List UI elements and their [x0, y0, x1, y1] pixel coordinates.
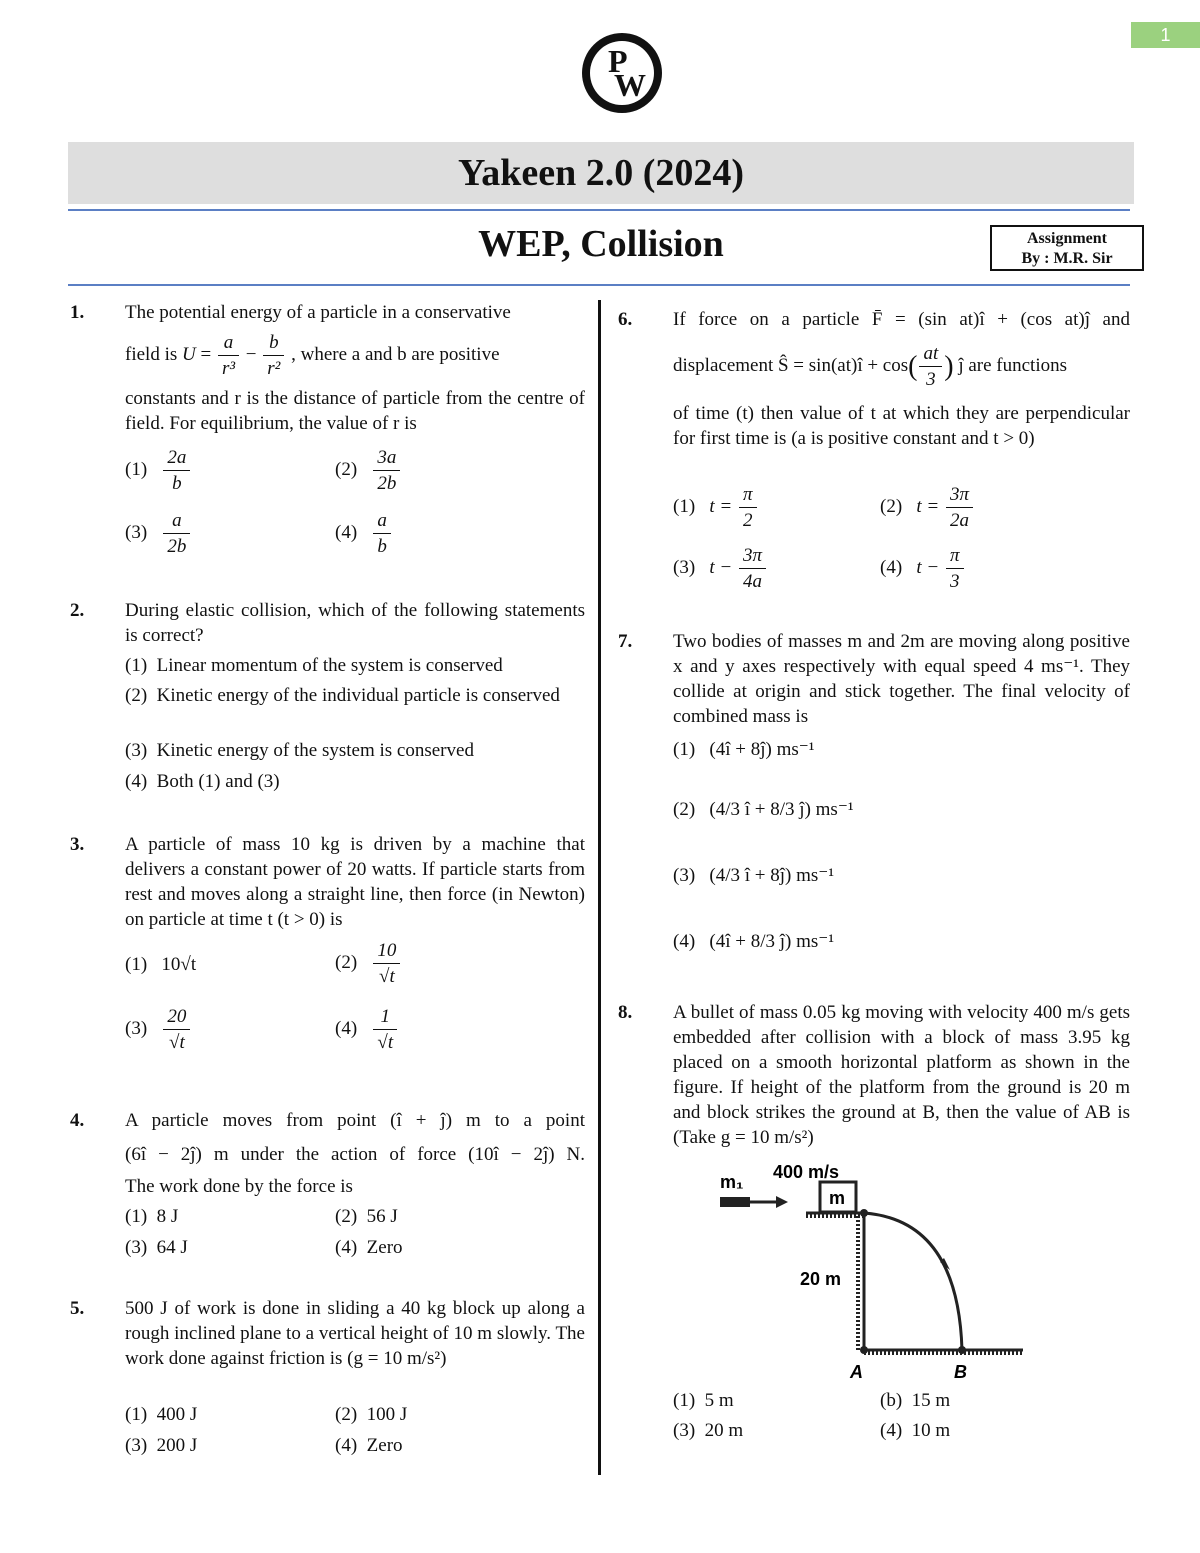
- option-1: (1) 400 J: [125, 1404, 198, 1425]
- option-3: (3) t − $\frac{3\pi}{4a}$: [673, 543, 768, 594]
- question-number: 1.: [70, 302, 85, 323]
- option-2: (2) $\frac{10}{√t}$: [335, 938, 402, 989]
- question-text: A particle of mass 10 kg is driven by a machine that delivers a constant power of 20 watts. If particle starts from rest and moves along a straight line, then force (in Newton) on particle at time t (t > 0) is: [125, 834, 585, 930]
- assignment-box: [990, 225, 1144, 271]
- question-text: 500 J of work is done in sliding a 40 kg block up along a rough inclined plane to a vertical height of 10 m slowly. The work done against friction is (g = 10 m/s²): [125, 1298, 585, 1369]
- option-2: (2) t = $\frac{3\pi}{2a}$: [880, 482, 975, 533]
- option-3: (3) Kinetic energy of the system is conserved: [125, 740, 474, 761]
- question-number: 6.: [618, 309, 633, 330]
- header-rule-top: [68, 209, 1130, 211]
- header-rule-bottom: [68, 284, 1130, 286]
- speed-label: 400 m/s: [773, 1162, 840, 1182]
- pw-logo: [582, 33, 662, 113]
- question-text: A particle moves from point (î + ĵ) m to a point: [125, 1110, 585, 1131]
- platform-figure: [718, 1160, 1038, 1390]
- option-1: (1) t = $\frac{\pi}{2}$: [673, 482, 759, 533]
- question-equation-line: field is U = $\frac{a}{\text{r³}}$ − $\frac{b}{\text{r²}}$ , where a and b are positive: [125, 332, 500, 379]
- question-number: 7.: [618, 631, 633, 652]
- question-text-line3: The work done by the force is: [125, 1176, 353, 1197]
- height-label: 20 m: [800, 1269, 842, 1289]
- question-number: 4.: [70, 1110, 85, 1131]
- option-4: (4) Both (1) and (3): [125, 771, 280, 792]
- option-4: (4) Zero: [335, 1237, 403, 1258]
- option-4: (4) Zero: [335, 1435, 403, 1456]
- question-text: During elastic collision, which of the following statements is correct?: [125, 600, 585, 646]
- fraction: $\frac{a}{\text{r³}}$: [218, 330, 239, 381]
- question-text: Two bodies of masses m and 2m are moving along positive x and y axes respectively with equal speed 4 ms⁻¹. They collide at origin and stick together. The final velocity of combined mass is: [673, 631, 1130, 727]
- page-number: 1: [1131, 22, 1200, 48]
- option-2: (2) $\frac{3a}{2b}$: [335, 445, 402, 496]
- fraction: $\frac{b}{\text{r²}}$: [263, 330, 284, 381]
- point-a-label: A: [850, 1362, 863, 1382]
- option-4: (4) 10 m: [880, 1420, 951, 1441]
- point-top: [860, 1209, 868, 1217]
- option-1: (1) (4î + 8ĵ) ms⁻¹: [673, 739, 815, 760]
- point-b-label: B: [954, 1362, 967, 1382]
- option-1: (1) Linear momentum of the system is conserved: [125, 655, 503, 676]
- column-divider: [598, 300, 601, 1475]
- option-3: (3) 20 m: [673, 1420, 744, 1441]
- option-2: (b) 15 m: [880, 1390, 951, 1411]
- trajectory: [864, 1213, 962, 1350]
- question-text-line3: of time (t) then value of t at which they are perpendicular for first time is (a is positive constant and t > 0): [673, 403, 1130, 449]
- option-2: (2) Kinetic energy of the individual particle is conserved: [125, 685, 560, 706]
- question-text: A bullet of mass 0.05 kg moving with velocity 400 m/s gets embedded after collision with a block of mass 3.95 kg placed on a smooth horizontal platform as shown in the figure. If height of the platform from the ground is 20 m and block strikes the ground at B, then the value of AB is (Take g = 10 m/s²): [673, 1002, 1130, 1148]
- question-number: 2.: [70, 600, 85, 621]
- option-2: (2) 56 J: [335, 1206, 398, 1227]
- banner-title: Yakeen 2.0 (2024): [68, 142, 1134, 204]
- option-1: (1) 10√t: [125, 954, 197, 975]
- question-text: The potential energy of a particle in a conservative: [125, 302, 511, 323]
- option-1: (1) 5 m: [673, 1390, 734, 1411]
- option-2: (2) (4/3 î + 8/3 ĵ) ms⁻¹: [673, 799, 854, 820]
- bullet-icon: [720, 1197, 750, 1207]
- question-text: If force on a particle F̄ = (sin at)î + (cos at)ĵ and: [673, 309, 1130, 330]
- option-4: (4) t − $\frac{\pi}{3}$: [880, 543, 966, 594]
- page-title: WEP, Collision: [478, 223, 724, 265]
- question-number: 3.: [70, 834, 85, 855]
- option-3: (3) $\frac{20}{√t}$: [125, 1004, 192, 1055]
- option-3: (3) (4/3 î + 8ĵ) ms⁻¹: [673, 865, 835, 886]
- question-number: 8.: [618, 1002, 633, 1023]
- bullet-label: m₁: [720, 1172, 744, 1192]
- option-3: (3) 200 J: [125, 1435, 198, 1456]
- option-3: (3) $\frac{a}{2b}$: [125, 508, 192, 559]
- assignment-label: Assignment: [1026, 230, 1107, 247]
- logo-letter-p: P: [608, 43, 628, 79]
- option-1: (1) 8 J: [125, 1206, 179, 1227]
- logo-letter-w: W: [614, 67, 646, 103]
- option-1: (1) $\frac{2a}{b}$: [125, 445, 192, 496]
- arrow-head-icon: [776, 1196, 788, 1208]
- option-4: (4) $\frac{1}{√t}$: [335, 1004, 399, 1055]
- block-label: m: [829, 1188, 846, 1208]
- option-4: (4) $\frac{a}{b}$: [335, 508, 393, 559]
- question-text-cont: constants and r is the distance of particle from the centre of field. For equilibrium, the value of r is: [125, 388, 585, 434]
- option-2: (2) 100 J: [335, 1404, 408, 1425]
- question-text-line2: (6î − 2ĵ) m under the action of force (10î − 2ĵ) N.: [125, 1144, 585, 1165]
- assignment-author: By : M.R. Sir: [1021, 250, 1113, 267]
- option-3: (3) 64 J: [125, 1237, 188, 1258]
- option-4: (4) (4î + 8/3 ĵ) ms⁻¹: [673, 931, 835, 952]
- question-number: 5.: [70, 1298, 85, 1319]
- question-text-line2: displacement Ŝ = sin(at)î + cos( $\frac{at}{3}$ ) ĵ are functions: [673, 343, 1068, 390]
